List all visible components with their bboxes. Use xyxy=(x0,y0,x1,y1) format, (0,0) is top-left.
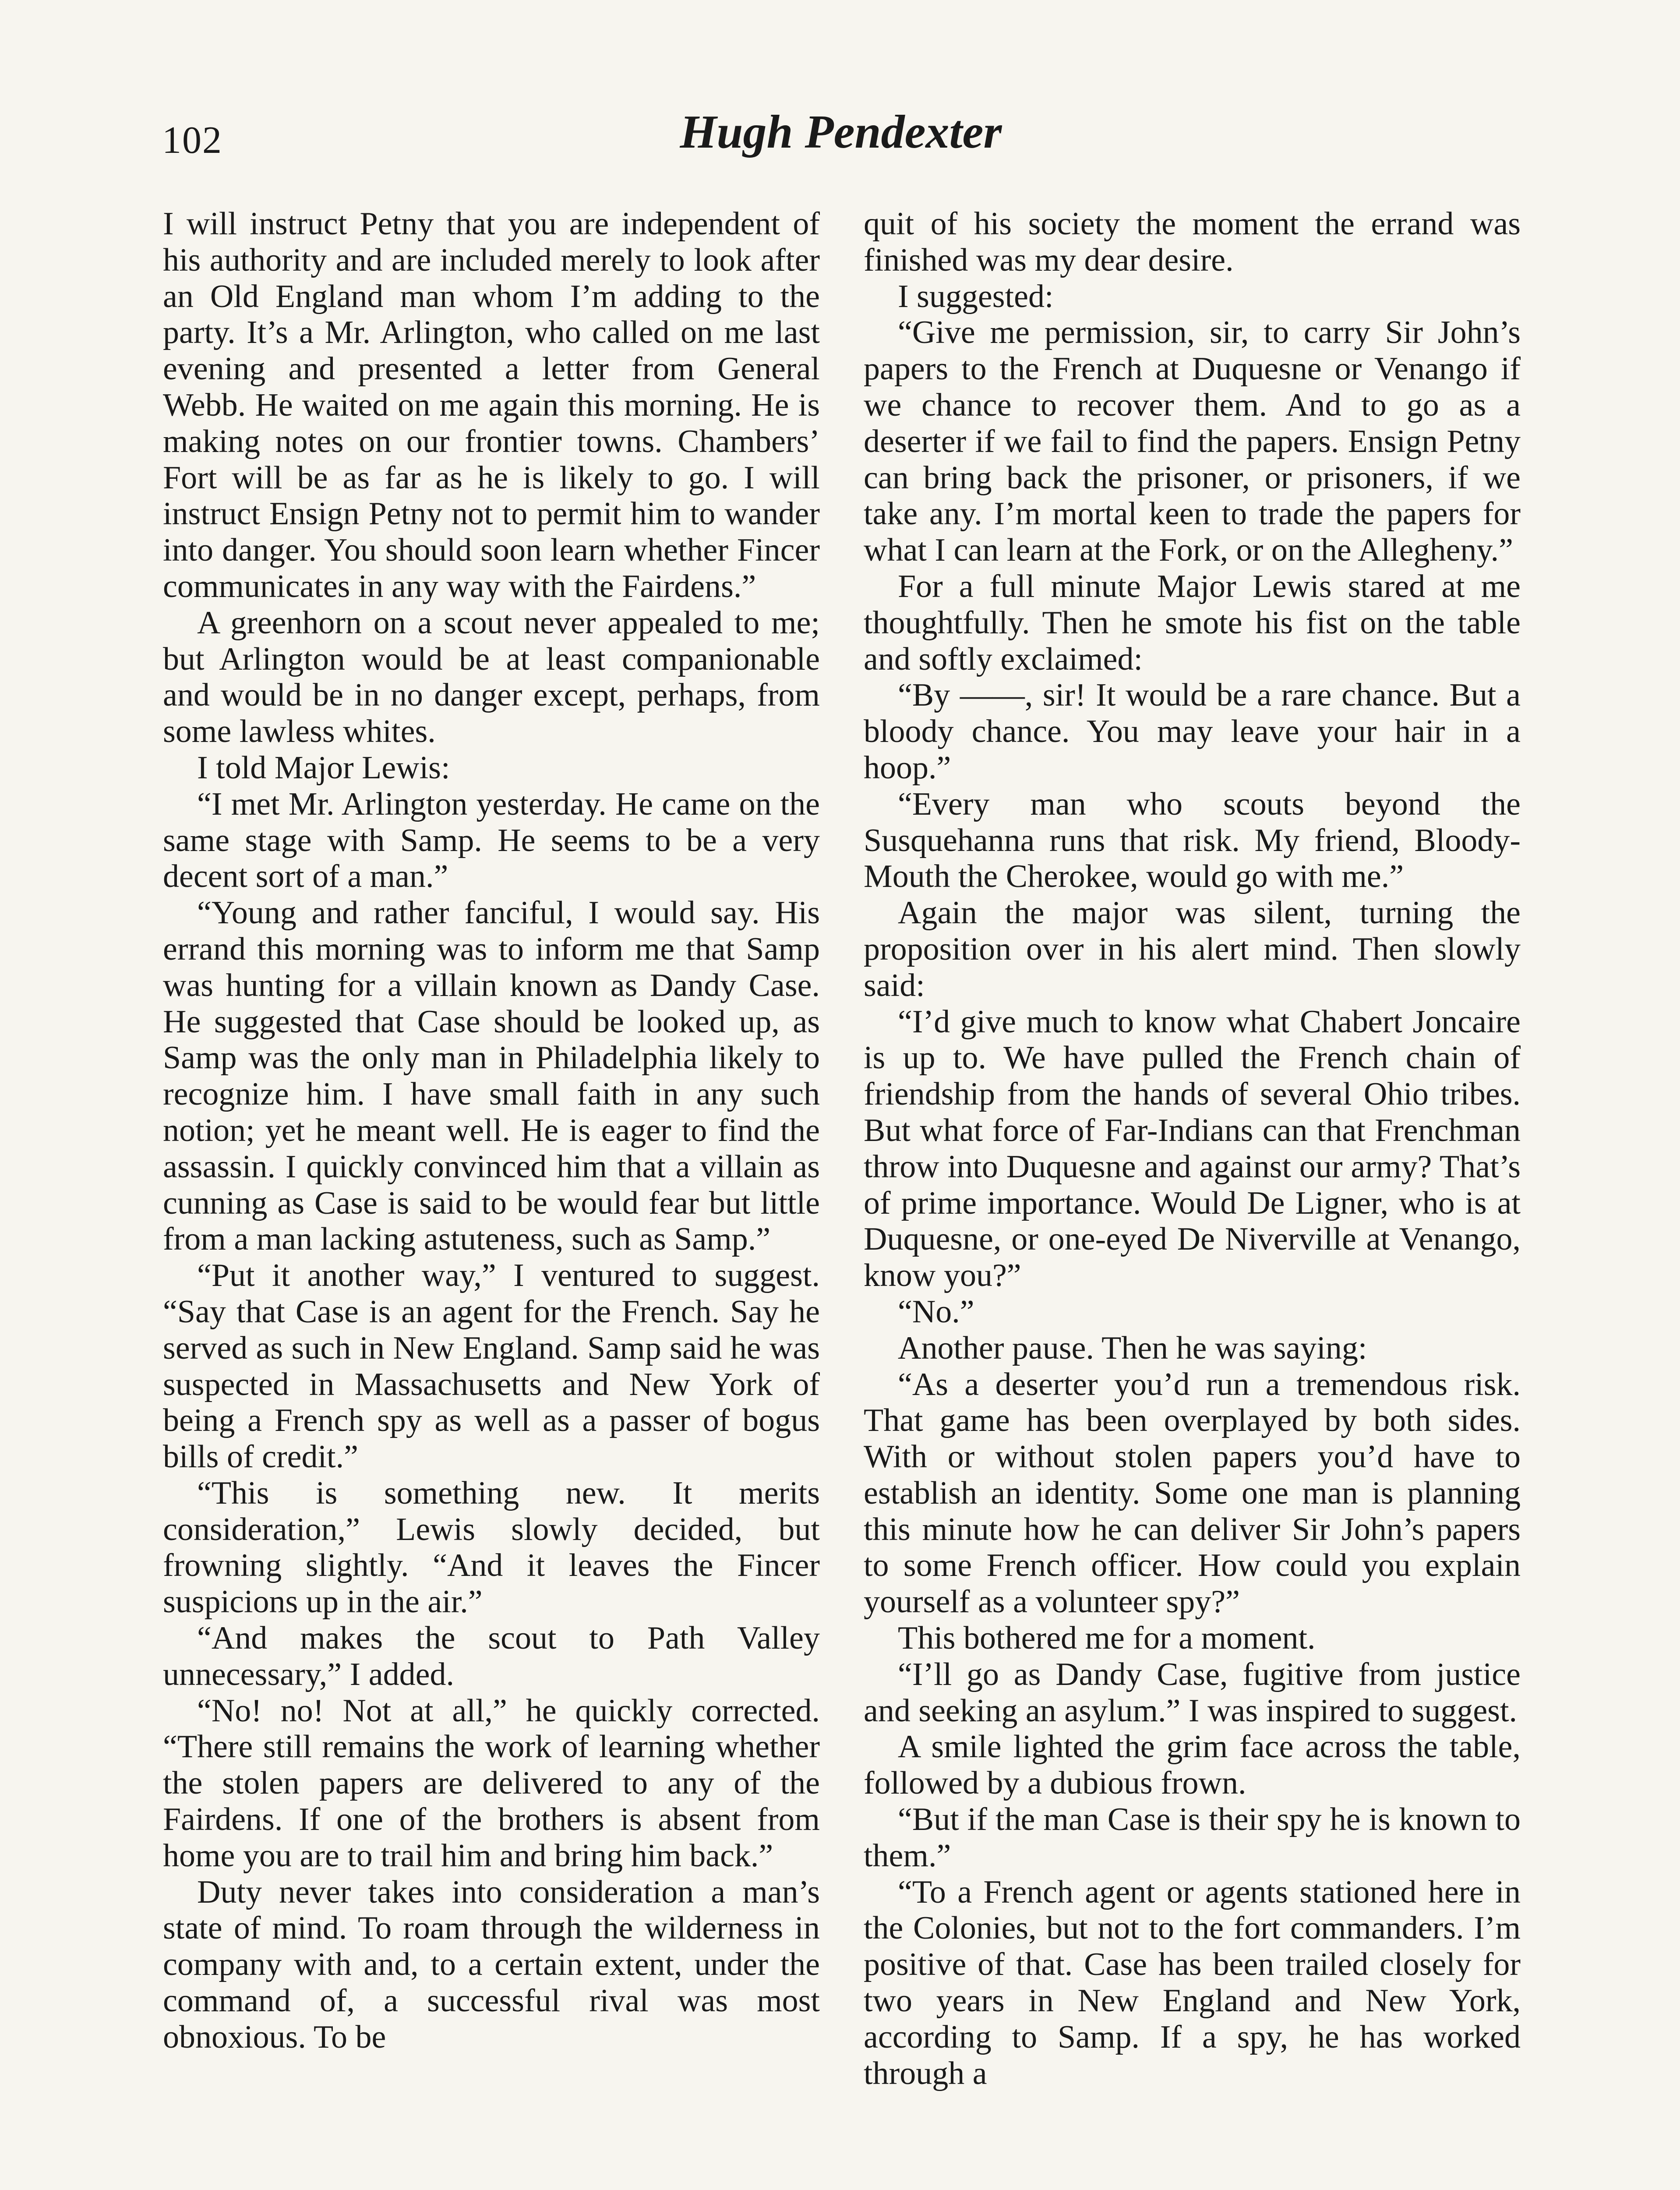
paragraph: “I’ll go as Dandy Case, fugitive from justice and seeking an asylum.” I was inspired to suggest. xyxy=(864,1656,1521,1729)
paragraph: “I met Mr. Arlington yesterday. He came on the same stage with Samp. He seems to be a very decent sort of a man.” xyxy=(163,786,820,895)
paragraph: I told Major Lewis: xyxy=(197,749,450,786)
paragraph: This bothered me for a moment. xyxy=(898,1620,1316,1657)
paragraph: “Every man who scouts beyond the Susquehanna runs that risk. My friend, Bloody-Mouth the Cherokee, would go with me.” xyxy=(864,786,1521,895)
paragraph: A smile lighted the grim face across the table, followed by a dubious frown. xyxy=(864,1729,1521,1801)
paragraph: Another pause. Then he was saying: xyxy=(898,1330,1367,1366)
paragraph: I suggested: xyxy=(898,278,1054,314)
page-number: 102 xyxy=(162,119,222,162)
right-column xyxy=(864,206,1521,2091)
paragraph: “I’d give much to know what Chabert Joncaire is up to. We have pulled the French chain of friendship from the hands of several Ohio tribes. But what force of Far-Indians can that Frenchman throw into Duquesne and against our army? That’s of prime importance. Would De Ligner, who is at Duquesne, or one-eyed De Niverville at Venango, know you?” xyxy=(864,1003,1521,1294)
paragraph: “No.” xyxy=(898,1293,974,1330)
paragraph: “As a deserter you’d run a tremendous risk. That game has been overplayed by both sides. With or without stolen papers you’d have to establish an identity. Some one man is planning this minute how he can deliver Sir John’s papers to some French officer. How could you explain yourself as a volunteer spy?” xyxy=(864,1366,1521,1620)
paragraph: “This is something new. It merits consideration,” Lewis slowly decided, but frowning slightly. “And it leaves the Fincer suspicions up in the air.” xyxy=(163,1475,820,1620)
paragraph: Again the major was silent, turning the proposition over in his alert mind. Then slowly said: xyxy=(864,895,1521,1003)
paragraph: “No! no! Not at all,” he quickly corrected. “There still remains the work of learning whether the stolen papers are delivered to any of the Fairdens. If one of the brothers is absent from home you are to trail him and bring him back.” xyxy=(163,1692,820,1874)
paragraph: “And makes the scout to Path Valley unnecessary,” I added. xyxy=(163,1620,820,1692)
paragraph: “Young and rather fanciful, I would say. His errand this morning was to inform me that Samp was hunting for a villain known as Dandy Case. He suggested that Case should be looked up, as Samp was the only man in Philadelphia likely to recognize him. I have small faith in any such notion; yet he meant well. He is eager to find the assassin. I quickly convinced him that a villain as cunning as Case is said to be would fear but little from a man lacking astuteness, such as Samp.” xyxy=(163,895,820,1257)
page-header xyxy=(162,101,1520,188)
paragraph: A greenhorn on a scout never appealed to me; but Arlington would be at least companionable and would be in no danger except, perhaps, from some lawless whites. xyxy=(163,604,820,750)
paragraph: I will instruct Petny that you are independent of his authority and are included merely to look after an Old England man whom I’m adding to the party. It’s a Mr. Arlington, who called on me last evening and presented a letter from General Webb. He waited on me again this morning. He is making notes on our frontier towns. Chambers’ Fort will be as far as he is likely to go. I will instruct Ensign Petny not to permit him to wander into danger. You should soon learn whether Fincer communicates in any way with the Fairdens.” xyxy=(163,206,820,604)
paragraph: “Put it another way,” I ventured to suggest. “Say that Case is an agent for the French. Say he served as such in New England. Samp said he was suspected in Massachusetts and New York of being a French spy as well as a passer of bogus bills of credit.” xyxy=(163,1257,820,1475)
paragraph: Duty never takes into consideration a man’s state of mind. To roam through the wilderness in company with and, to a certain extent, under the command of, a successful rival was most obnoxious. To be xyxy=(163,1874,820,2055)
running-title: Hugh Pendexter xyxy=(680,106,1002,158)
paragraph: quit of his society the moment the errand was finished was my dear desire. xyxy=(864,206,1521,278)
left-column xyxy=(163,206,820,2056)
paragraph: “But if the man Case is their spy he is known to them.” xyxy=(864,1801,1521,1874)
paragraph: “By ——, sir! It would be a rare chance. But a bloody chance. You may leave your hair in a hoop.” xyxy=(864,677,1521,786)
paragraph: For a full minute Major Lewis stared at me thoughtfully. Then he smote his fist on the table and softly exclaimed: xyxy=(864,568,1521,677)
paragraph: “Give me permission, sir, to carry Sir John’s papers to the French at Duquesne or Venango if we chance to recover them. And to go as a deserter if we fail to find the papers. Ensign Petny can bring back the prisoner, or prisoners, if we take any. I’m mortal keen to trade the papers for what I can learn at the Fork, or on the Allegheny.” xyxy=(864,314,1521,569)
paragraph: “To a French agent or agents stationed here in the Colonies, but not to the fort commanders. I’m positive of that. Case has been trailed closely for two years in New England and New York, according to Samp. If a spy, he has worked through a xyxy=(864,1874,1521,2091)
